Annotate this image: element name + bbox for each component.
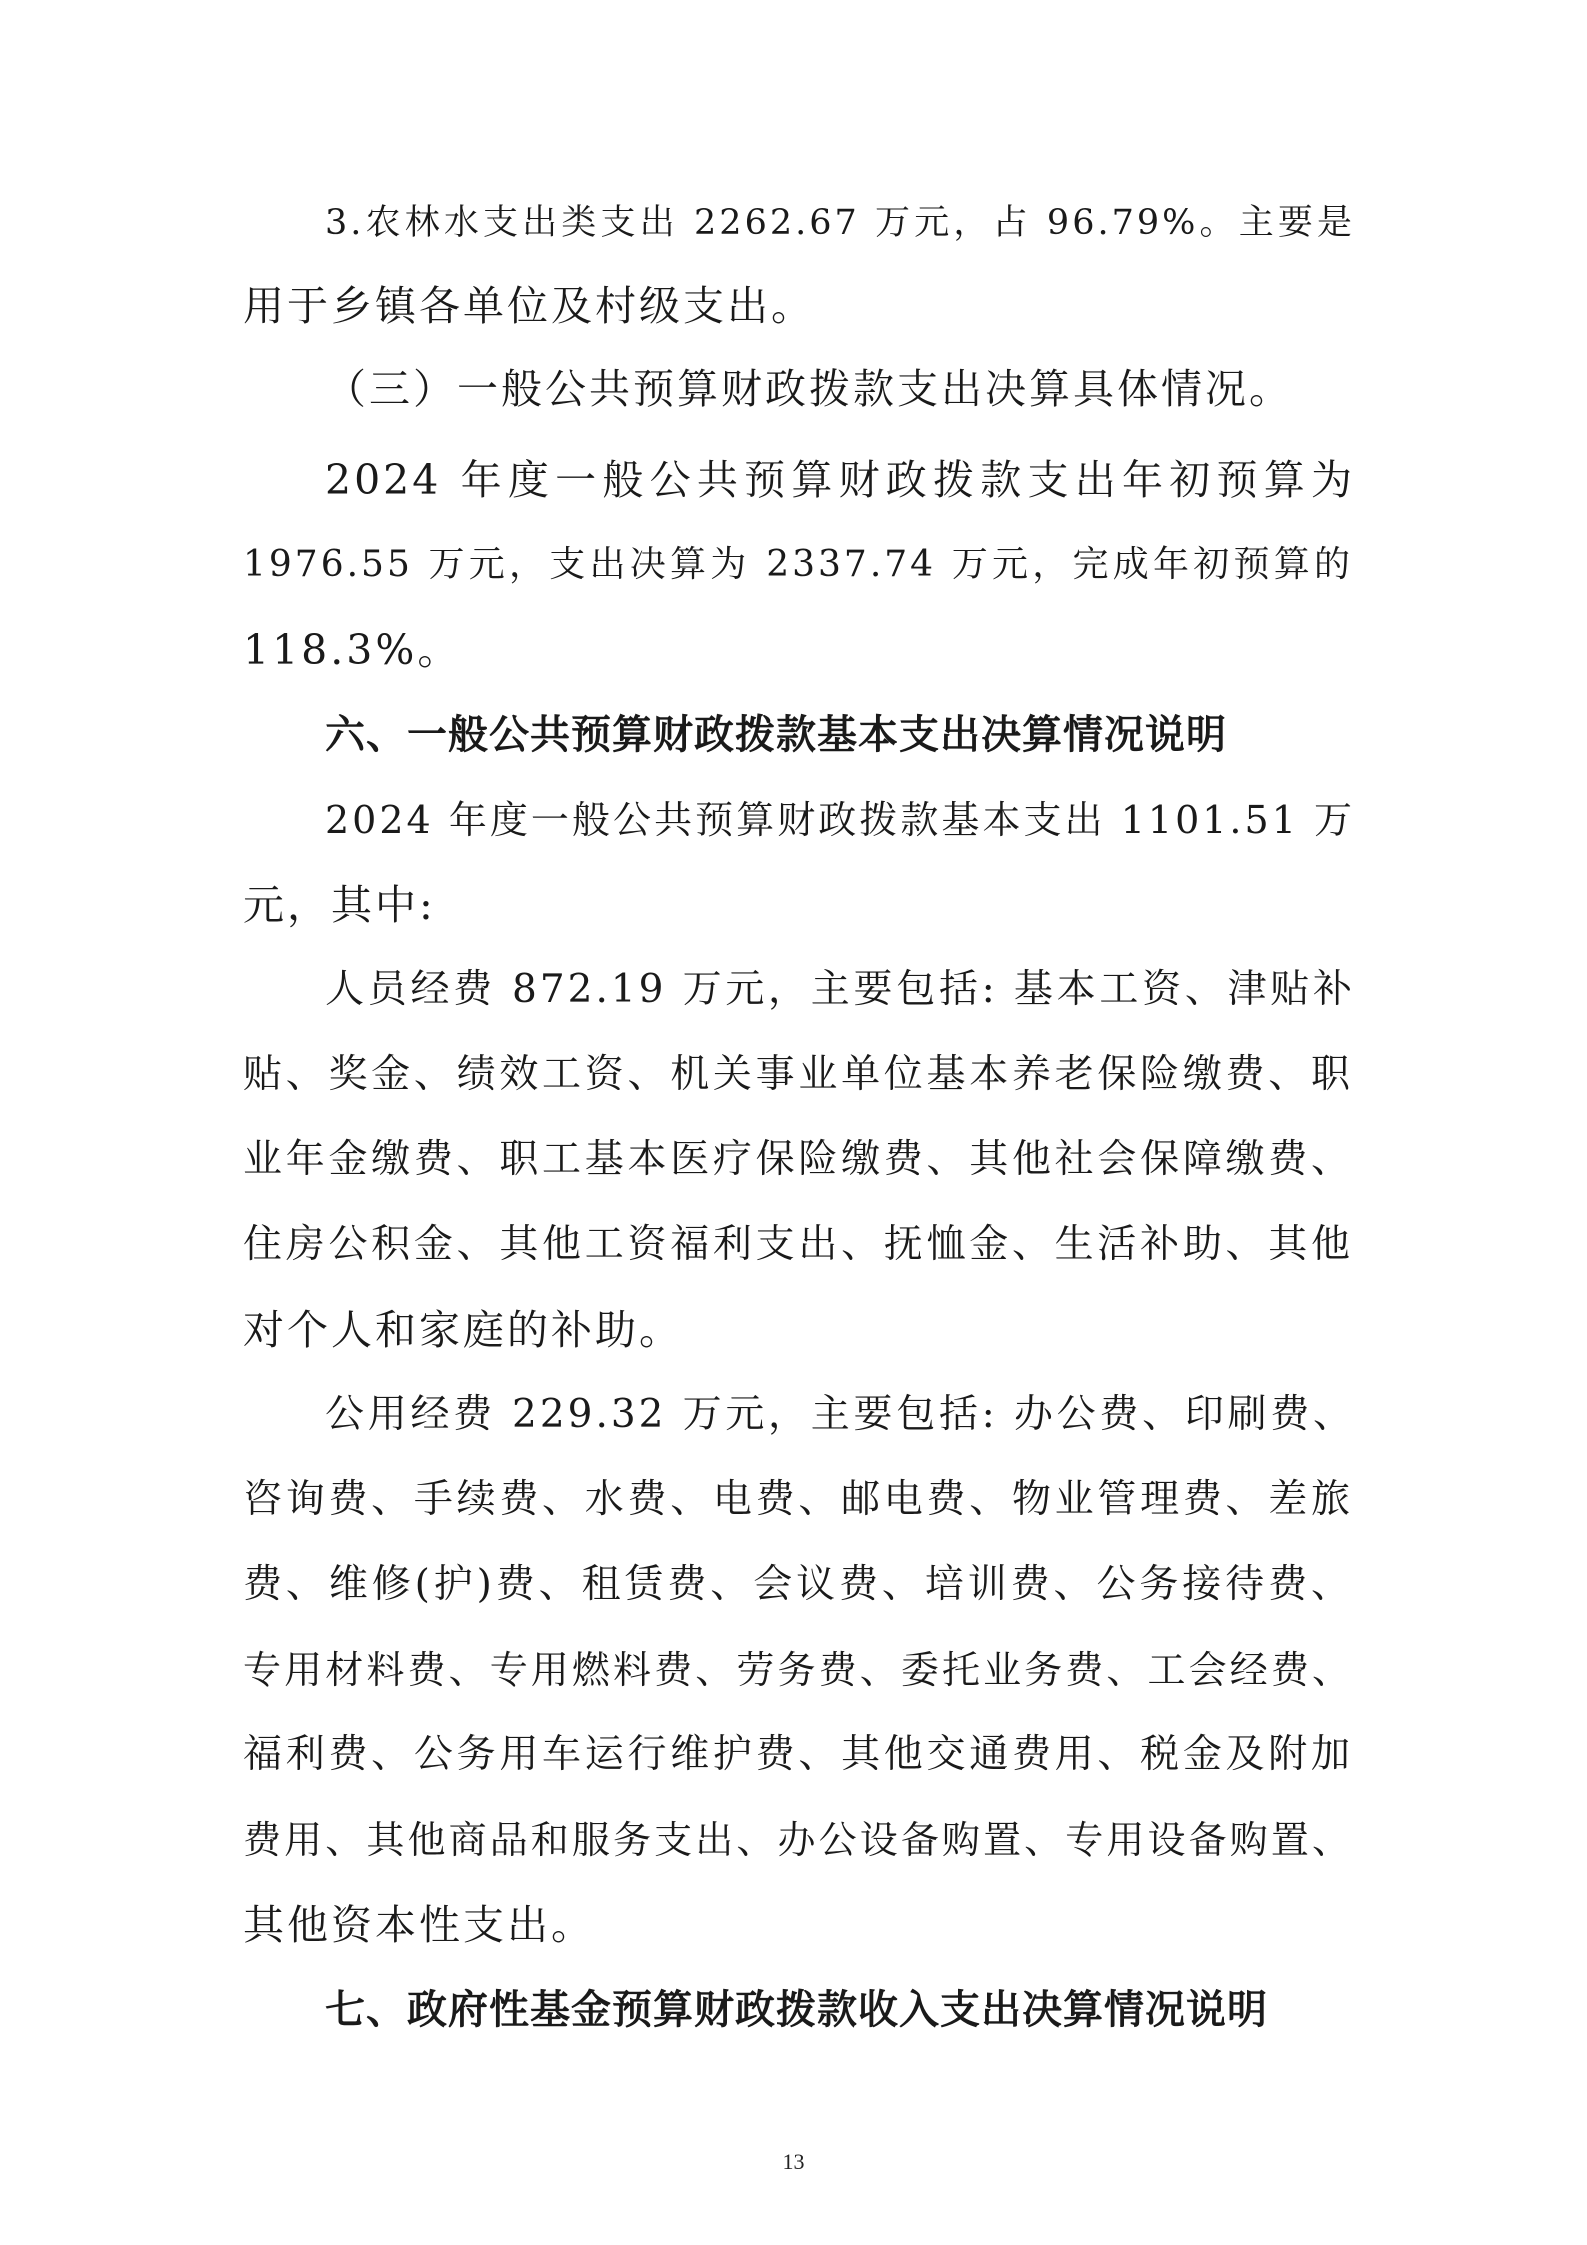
paragraph-line: 贴、奖金、绩效工资、机关事业单位基本养老保险缴费、职 [243,1052,1353,1097]
paragraph-line: 公用经费 229.32 万元，主要包括: 办公费、印刷费、 [325,1392,1355,1437]
paragraph-line: 专用材料费、专用燃料费、劳务费、委托业务费、工会经费、 [243,1648,1353,1692]
paragraph-line: 人员经费 872.19 万元，主要包括: 基本工资、津贴补 [325,967,1355,1012]
paragraph-line: 其他资本性支出。 [243,1901,595,1949]
section-heading: 六、一般公共预算财政拨款基本支出决算情况说明 [325,712,1227,758]
paragraph-line: 咨询费、手续费、水费、电费、邮电费、物业管理费、差旅 [243,1477,1353,1522]
page-number: 13 [782,2149,805,2174]
subsection-heading: （三）一般公共预算财政拨款支出决算具体情况。 [325,365,1293,413]
paragraph-line: 住房公积金、其他工资福利支出、抚恤金、生活补助、其他 [243,1222,1353,1267]
paragraph-line: 2024 年度一般公共预算财政拨款支出年初预算为 [325,456,1355,504]
section-heading: 七、政府性基金预算财政拨款收入支出决算情况说明 [325,1987,1268,2033]
paragraph-line: 福利费、公务用车运行维护费、其他交通费用、税金及附加 [243,1732,1353,1777]
paragraph-line: 费用、其他商品和服务支出、办公设备购置、专用设备购置、 [243,1818,1353,1862]
paragraph-line: 2024 年度一般公共预算财政拨款基本支出 1101.51 万 [325,798,1355,842]
paragraph-line: 业年金缴费、职工基本医疗保险缴费、其他社会保障缴费、 [243,1137,1353,1182]
paragraph-line: 3.农林水支出类支出 2262.67 万元，占 96.79%。主要是 [325,203,1355,243]
paragraph-line: 1976.55 万元，支出决算为 2337.74 万元，完成年初预算的 [243,544,1353,585]
paragraph-line: 元，其中: [243,881,436,929]
paragraph-line: 费、维修(护)费、租赁费、会议费、培训费、公务接待费、 [243,1562,1353,1607]
paragraph-line: 118.3%。 [243,626,462,674]
paragraph-line: 对个人和家庭的补助。 [243,1306,683,1354]
paragraph-line: 用于乡镇各单位及村级支出。 [243,282,815,330]
